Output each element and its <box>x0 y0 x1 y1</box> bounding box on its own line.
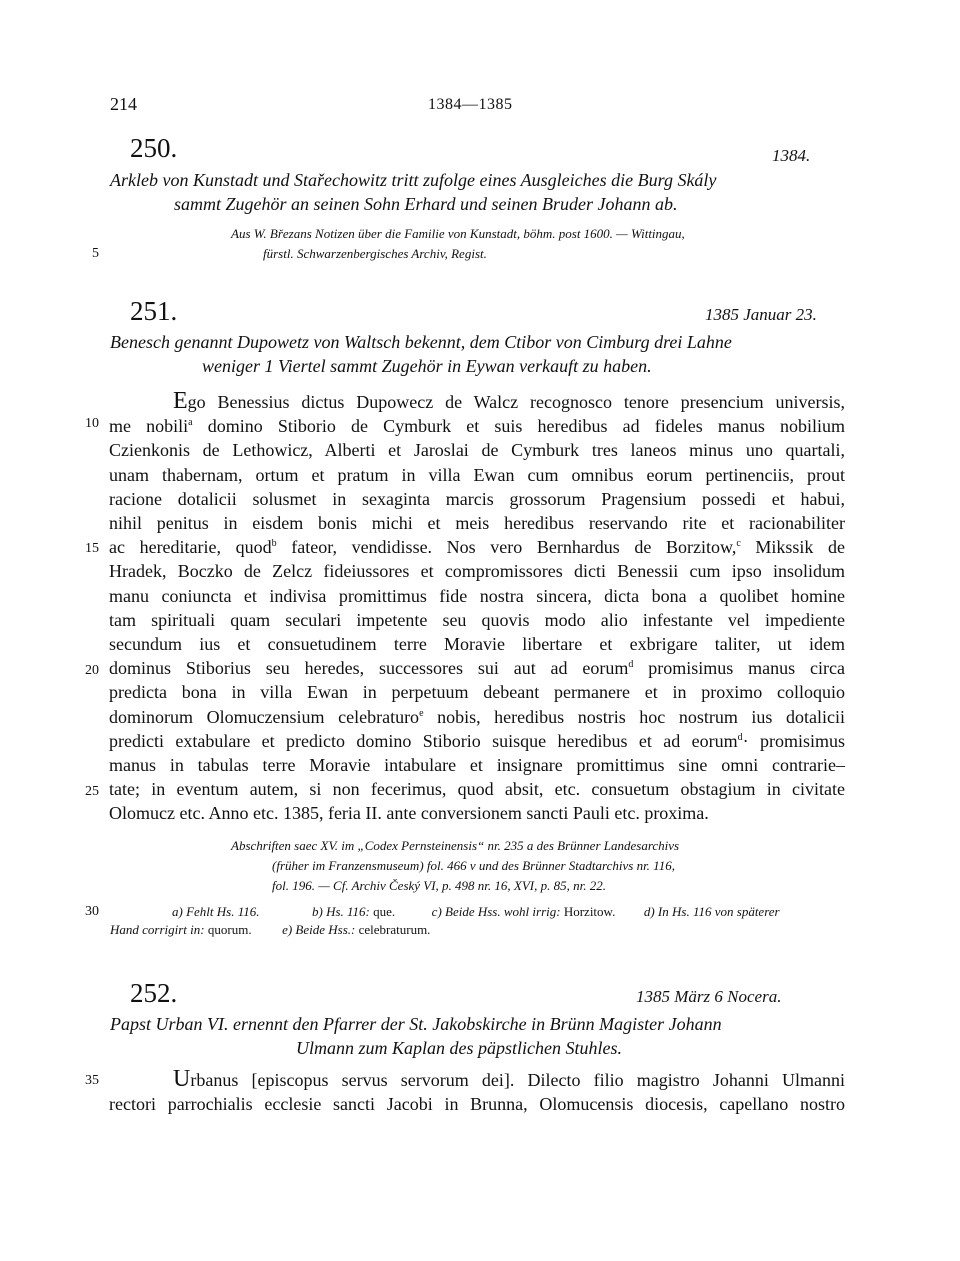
text-line: tam spirituali quam seculari impetente seu quovis modo alio infestante vel impediente <box>109 609 845 630</box>
text-line: dominorum Olomuczensium celebraturo$^e$ nobis, heredibus nostris hoc nostrum ius dotalicii <box>109 706 845 727</box>
footnote-marker: a <box>188 417 193 429</box>
footnote-d-text: quorum. <box>207 922 252 937</box>
line-number: 15 <box>85 541 99 556</box>
document-text <box>109 1067 845 1116</box>
footnotes <box>172 902 780 921</box>
source-note: Aus W. Březans Notizen über die Familie von Kunstadt, böhm. post 1600. — Wittingau, <box>231 226 685 241</box>
page-number: 214 <box>110 94 137 114</box>
footnotes <box>110 920 430 939</box>
document-date: 1384. <box>772 146 811 165</box>
text-line: predicta bona in villa Ewan in perpetuum debeant permanere et in proximo colloquio <box>109 682 845 703</box>
text-line: ac hereditarie, quod$^b$ fateor, vendidisse. Nos vero Bernhardus de Borzitow,$^c$ Mikssik de <box>109 537 845 558</box>
document-text <box>109 389 845 826</box>
document-rubric: Papst Urban VI. ernennt den Pfarrer der St. Jakobskirche in Brünn Magister Johann <box>110 1014 722 1034</box>
initial-letter: U <box>173 1066 191 1092</box>
text-line: racione dotalicii solusmet in sexaginta marcis grossorum Pragensium possedi et habui, <box>109 488 845 509</box>
document-rubric: Benesch genannt Dupowetz von Waltsch bekennt, dem Ctibor von Cimburg drei Lahne <box>110 332 732 352</box>
text-line: Urbanus [episcopus servus servorum dei]. Dilecto filio magistro Johanni Ulmanni <box>173 1066 845 1092</box>
footnote-marker: c <box>736 538 741 550</box>
footnote-b-text: que. <box>373 904 396 919</box>
text-line: unam thabernam, ortum et pratum in villa Ewan cum omnibus eorum pertinenciis, prout <box>109 464 845 485</box>
document-number: 250. <box>130 133 178 163</box>
line-number: 5 <box>92 246 99 261</box>
text-line: tate; in eventum autem, si non fecerimus, quod absit, etc. consuetum obstagium in civitate <box>109 779 845 800</box>
source-note: fol. 196. — Cf. Archiv Český VI, p. 498 nr. 16, XVI, p. 85, nr. 22. <box>272 878 607 893</box>
text-line: nihil penitus in eisdem bonis michi et meis heredibus reservando rite et racionabiliter <box>109 513 845 534</box>
footnote-e-text: celebraturum. <box>358 922 431 937</box>
text-line: Hradek, Boczko de Zelcz fideiussores et compromissores dicti Benessii cum ipso insolidum <box>109 561 845 582</box>
text-line: me nobili$^a$ domino Stiborio de Cymburk et suis heredibus ad fideles manus nobilium <box>109 416 846 437</box>
document-rubric: sammt Zugehör an seinen Sohn Erhard und seinen Bruder Johann ab. <box>174 194 678 214</box>
source-note: Abschriften saec XV. im „Codex Pernsteinensis“ nr. 235 a des Brünner Landesarchivs <box>231 838 680 853</box>
footnote-b-label: b) Hs. 116: <box>312 904 370 919</box>
text-line: predicti extabulare et predicto domino Stiborio suisque heredibus et ad eorum$^d$· promisimus <box>109 730 845 751</box>
initial-letter: E <box>173 388 188 414</box>
text-line: Olomucz etc. Anno etc. 1385, feria II. ante conversionem sancti Pauli etc. proxima. <box>109 803 709 824</box>
text-line: manus in tabulas terre Moravie intabulare et insignare promittimus sine omni contrarie– <box>109 755 845 776</box>
text-line: Czienkonis de Lethowicz, Alberti et Jaroslai de Cymburk tres laneos minus uno quartali, <box>109 440 845 461</box>
line-number: 30 <box>85 904 99 919</box>
source-note: fürstl. Schwarzenbergisches Archiv, Regist. <box>263 246 487 261</box>
running-header-years: 1384—1385 <box>428 96 513 113</box>
line-number: 10 <box>85 416 99 431</box>
document-rubric: Ulmann zum Kaplan des päpstlichen Stuhles. <box>296 1038 622 1058</box>
text-line: rectori parrochialis ecclesie sancti Jacobi in Brunna, Olomucensis diocesis, capellano nostro <box>109 1094 845 1115</box>
line-number: 25 <box>85 784 99 799</box>
line-number: 35 <box>85 1073 99 1088</box>
footnote-marker: b <box>271 538 277 550</box>
footnote-d-label2: Hand corrigirt in: <box>110 922 205 937</box>
document-number: 251. <box>130 296 178 326</box>
source-note: (früher im Franzensmuseum) fol. 466 v und des Brünner Stadtarchivs nr. 116, <box>272 858 675 873</box>
document-rubric: weniger 1 Viertel sammt Zugehör in Eywan verkauft zu haben. <box>202 356 652 376</box>
footnote-c-label: c) Beide Hss. wohl irrig: <box>431 904 561 919</box>
document-rubric: Arkleb von Kunstadt und Stařechowitz tritt zufolge eines Ausgleiches die Burg Skály <box>110 170 717 190</box>
footnote-marker: e <box>419 707 424 719</box>
footnote-c-text: Horzitow. <box>563 904 616 919</box>
document-date: 1385 März 6 Nocera. <box>636 987 782 1006</box>
document-number: 252. <box>130 978 178 1008</box>
text-line: Ego Benessius dictus Dupowecz de Walcz recognosco tenore presencium universis, <box>173 388 845 414</box>
document-date: 1385 Januar 23. <box>705 305 817 324</box>
text-line: dominus Stiborius seu heredes, successores sui aut ad eorum$^d$ promisimus manus circa <box>109 658 846 679</box>
text-line: secundum ius et consuetudinem terre Moravie libertare et exbrigare taliter, ut idem <box>109 634 845 655</box>
text-line: manu coniuncta et indivisa promittimus fide nostra sincera, dicta bona a quolibet homine <box>109 585 845 606</box>
line-number: 20 <box>85 663 99 678</box>
footnote-a: a) Fehlt Hs. 116. <box>172 904 260 919</box>
footnote-d-label: d) In Hs. 116 von späterer <box>643 904 780 919</box>
footnote-marker: d <box>737 731 743 743</box>
footnote-e-label: e) Beide Hss.: <box>282 922 356 937</box>
footnote-marker: d <box>628 659 634 671</box>
